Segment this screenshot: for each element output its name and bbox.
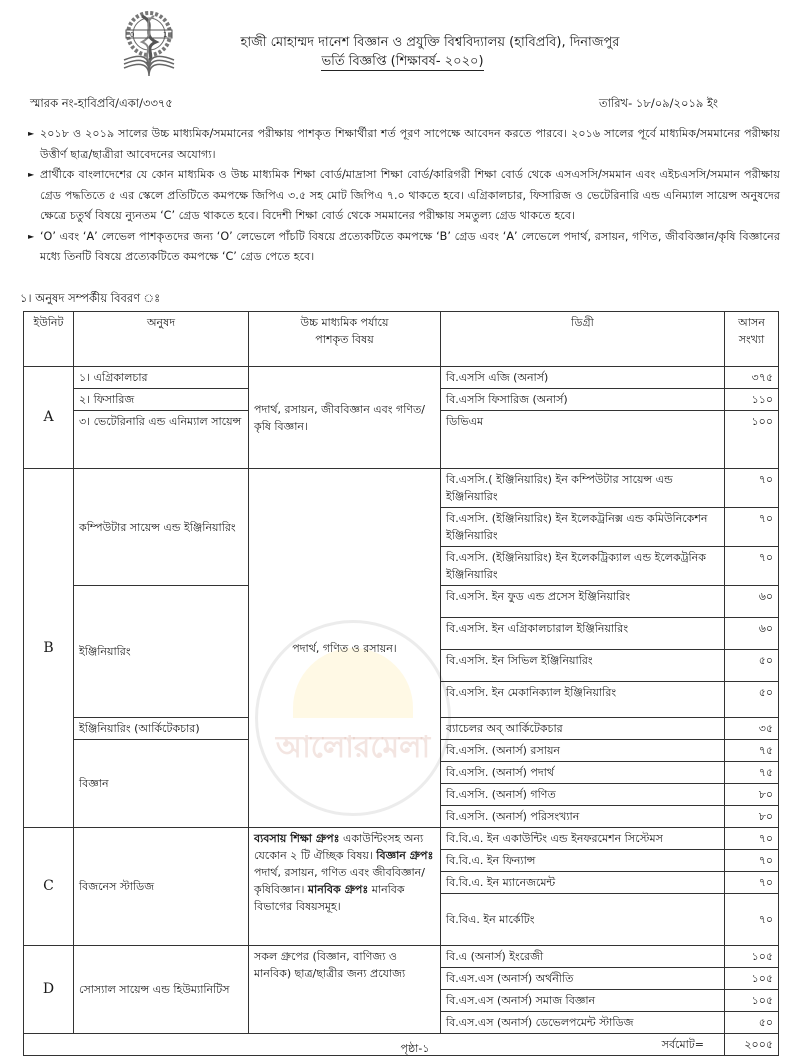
degree-cell: বি.এসসি ফিসারিজ (অনার্স)	[441, 389, 725, 411]
degree-cell: বি.এস.এস (অনার্স) ডেভেলপমেন্ট স্টাডিজ	[441, 1012, 725, 1034]
degree-cell: বি.এসসি. ইন এগ্রিকালচারাল ইঞ্জিনিয়ারিং	[441, 618, 725, 650]
watermark-text: আলোরমেলা	[275, 730, 431, 765]
eligibility-text: ‘O’ এবং ‘A’ লেভেল পাশকৃতদের জন্য ‘O’ লেভেলে পাঁচটি বিষয়ে প্রত্যেকটিতে কমপক্ষে ‘B’ গ্রেড এবং ‘A’ লেভেলে পদার্থ, রসায়ন, গণিত, জীববিজ্ঞান/কৃষি বিজ্ঞানের মধ্যে তিনটি বিষয়ে প্রত্যেকটিতে কমপক্ষে ‘C’ গ্রেড পেতে হবে।	[40, 229, 780, 263]
header-hsc-line2: পাশকৃত বিষয়	[315, 333, 374, 346]
table-row	[24, 469, 779, 508]
faculty-cell: কম্পিউটার সায়েন্স এন্ড ইঞ্জিনিয়ারিং	[74, 469, 249, 586]
faculty-cell: ৩। ভেটেরিনারি এন্ড এনিম্যাল সায়েন্স	[74, 411, 249, 469]
bullet-icon: ►	[28, 231, 35, 241]
degree-cell: বি.এসসি. (ইঞ্জিনিয়ারিং) ইন ইলেকট্রনিক্স এন্ড কমিউনিকেশন ইঞ্জিনিয়ারিং	[441, 508, 725, 547]
seats-cell: ৭০	[725, 469, 779, 508]
seats-cell: ১০৫	[725, 946, 779, 968]
unit-label: A	[24, 367, 74, 469]
degree-cell: বি.এসসি এজি (অনার্স)	[441, 367, 725, 389]
seats-cell: ৭০	[725, 894, 779, 946]
seats-cell: ৬০	[725, 618, 779, 650]
seats-cell: ৭০	[725, 828, 779, 850]
degree-cell: বি.এসসি. (অনার্স) পরিসংখ্যান	[441, 806, 725, 828]
header-seats-line1: আসন	[738, 316, 765, 329]
notice-title-text: ভর্তি বিজ্ঞপ্তি (শিক্ষাবর্ষ- ২০২০)	[321, 54, 484, 69]
table-row	[24, 828, 779, 850]
seats-cell: ৭০	[725, 508, 779, 547]
seats-cell: ৭০	[725, 872, 779, 894]
header-degree: ডিগ্রী	[441, 312, 725, 367]
seats-cell: ৮০	[725, 806, 779, 828]
seats-cell: ৩৫	[725, 718, 779, 740]
degree-cell: বি.এসসি. ইন মেকানিক্যাল ইঞ্জিনিয়ারিং	[441, 682, 725, 718]
eligibility-text: প্রার্থীকে বাংলাদেশের যে কোন মাধ্যমিক ও উচ্চ মাধ্যমিক শিক্ষা বোর্ড/মাদ্রাসা শিক্ষা বোর্ড/কারিগরী শিক্ষা বোর্ড থেকে এসএসসি/সমমান এবং এইচএসসি/সমমান পরীক্ষায় গ্রেড পদ্ধতিতে ৫ এর স্কেলে প্রতিটিতে কমপক্ষে জিপিএ ৩.৫ সহ মোট জিপিএ ৭.০ থাকতে হবে। এগ্রিকালচার, ফিসারিজ ও ভেটেরিনারি এন্ড এনিম্যাল সায়েন্স অনুষদের ক্ষেত্রে চতুর্থ বিষয়ে ন্যুনতম ‘C’ গ্রেড থাকতে হবে। বিদেশী শিক্ষা বোর্ড থেকে সমমানের পরীক্ষায় সমতুল্য গ্রেড থাকতে হবে।	[40, 168, 780, 222]
table-header-row	[24, 312, 779, 367]
header-seats-line2: সংখ্যা	[738, 333, 765, 346]
faculty-cell: ইঞ্জিনিয়ারিং	[74, 586, 249, 718]
unit-label: D	[24, 946, 74, 1034]
table-row	[24, 367, 779, 389]
eligibility-item	[28, 227, 780, 268]
seats-cell: ৭৫	[725, 740, 779, 762]
table-row	[24, 946, 779, 968]
degree-cell: বি.বি.এ. ইন একাউন্টিং এন্ড ইনফরমেশন সিস্টেমস	[441, 828, 725, 850]
svg-text:1: 1	[163, 31, 168, 39]
seats-cell: ১০৫	[725, 990, 779, 1012]
header-faculty: অনুষদ	[74, 312, 249, 367]
university-name: হাজী মোহাম্মদ দানেশ বিজ্ঞান ও প্রযুক্তি বিশ্ববিদ্যালয় (হাবিপ্রবি), দিনাজপুর	[240, 35, 620, 50]
unit-label: B	[24, 469, 74, 828]
seats-cell: ৫০	[725, 650, 779, 682]
unit-label: C	[24, 828, 74, 946]
faculty-cell: ১। এগ্রিকালচার	[74, 367, 249, 389]
header-hsc-subjects	[249, 312, 441, 367]
degree-cell: বি.এসসি. ইন সিভিল ইঞ্জিনিয়ারিং	[441, 650, 725, 682]
degree-cell: ডিভিএম	[441, 411, 725, 469]
faculty-cell: ২। ফিসারিজ	[74, 389, 249, 411]
degree-cell: বি.বিএ. ইন মার্কেটিং	[441, 894, 725, 946]
header-hsc-line1: উচ্চ মাধ্যমিক পর্যায়ে	[300, 316, 389, 329]
degree-cell: বি.এসসি. (অনার্স) রসায়ন	[441, 740, 725, 762]
faculty-cell: ইঞ্জিনিয়ারিং (আর্কিটেকচার)	[74, 718, 249, 740]
group-label: বিজ্ঞান গ্রুপঃ	[376, 849, 434, 862]
seats-cell: ৫০	[725, 1012, 779, 1034]
eligibility-text: ২০১৮ ও ২০১৯ সালের উচ্চ মাধ্যমিক/সমমানের পরীক্ষায় পাশকৃত শিক্ষার্থীরা শর্ত পূরণ সাপেক্ষে আবেদন করতে পারবে। ২০১৬ সালের পূর্বে মাধ্যমিক/সমমানের পরীক্ষায় উত্তীর্ণ ছাত্র/ছাত্রীরা আবেদনের অযোগ্য।	[40, 127, 780, 161]
eligibility-list	[28, 124, 780, 268]
seats-cell: ৭৫	[725, 762, 779, 784]
seats-cell: ৬০	[725, 586, 779, 618]
group-label: ব্যবসায় শিক্ষা গ্রুপঃ	[254, 832, 340, 845]
degree-cell: ব্যাচেলর অব্ আর্কিটেকচার	[441, 718, 725, 740]
group-label: মানবিক গ্রুপঃ	[307, 883, 369, 896]
group-text: একাউন্টিংসহ অন্য যেকোন ২ টি ঐচ্ছিক বিষয়।	[254, 832, 424, 862]
degree-cell: বি.বি.এ. ইন ম্যানেজমেন্ট	[441, 872, 725, 894]
seats-cell: ৭০	[725, 547, 779, 586]
degree-cell: বি.এসসি. (অনার্স) পদার্থ	[441, 762, 725, 784]
hsc-subjects-cell: সকল গ্রুপের (বিজ্ঞান, বাণিজ্য ও মানবিক) ছাত্র/ছাত্রীর জন্য প্রযোজ্য	[249, 946, 441, 1034]
degree-cell: বি.এসসি.( ইঞ্জিনিয়ারিং) ইন কম্পিউটার সায়েন্স এন্ড ইঞ্জিনিয়ারিং	[441, 469, 725, 508]
faculty-table	[23, 311, 779, 1056]
hsc-subjects-cell	[249, 828, 441, 946]
degree-cell: বি.এস.এস (অনার্স) অর্থনীতি	[441, 968, 725, 990]
header-seats	[725, 312, 779, 367]
degree-cell: বি.এসসি. (ইঞ্জিনিয়ারিং) ইন ইলেকট্রিক্যাল এন্ড ইলেকট্রনিক ইঞ্জিনিয়ারিং	[441, 547, 725, 586]
degree-cell: বি.এসসি. ইন ফুড এন্ড প্রসেস ইঞ্জিনিয়ারিং	[441, 586, 725, 618]
notice-title	[0, 52, 800, 73]
section-title: ১। অনুষদ সম্পর্কীয় বিবরণ ঃ	[20, 291, 161, 305]
faculty-cell: সোস্যাল সায়েন্স এন্ড হিউম্যানিটিস	[74, 946, 249, 1034]
header-unit: ইউনিট	[24, 312, 74, 367]
seats-cell: ১০০	[725, 411, 779, 469]
page-number: পৃষ্ঠা-১	[400, 1042, 430, 1055]
bullet-icon: ►	[28, 170, 35, 179]
seats-cell: ১০৫	[725, 968, 779, 990]
degree-cell: বি.এ (অনার্স) ইংরেজী	[441, 946, 725, 968]
seats-cell: ৭০	[725, 850, 779, 872]
seats-cell: ৮০	[725, 784, 779, 806]
group-text: পদার্থ, রসায়ন, গণিত এবং জীববিজ্ঞান/কৃষিবিজ্ঞান।	[254, 866, 425, 896]
faculty-cell: বিজনেস স্টাডিজ	[74, 828, 249, 946]
seats-cell: ৫০	[725, 682, 779, 718]
total-seats: ২০০৫	[725, 1034, 779, 1056]
total-label: সর্বমোট=	[24, 1034, 725, 1056]
svg-text:0: 0	[130, 31, 135, 39]
hsc-subjects-cell: পদার্থ, গণিত ও রসায়ন।	[249, 469, 441, 828]
degree-cell: বি.বি.এ. ইন ফিন্যান্স	[441, 850, 725, 872]
bullet-icon: ►	[28, 129, 35, 138]
eligibility-item	[28, 165, 780, 227]
memo-date: তারিখ- ১৮/০৯/২০১৯ ইং	[598, 96, 718, 110]
eligibility-item	[28, 124, 780, 165]
degree-cell: বি.এস.এস (অনার্স) সমাজ বিজ্ঞান	[441, 990, 725, 1012]
seats-cell: ১১০	[725, 389, 779, 411]
seats-cell: ৩৭৫	[725, 367, 779, 389]
faculty-cell: বিজ্ঞান	[74, 740, 249, 828]
group-text: মানবিক বিভাগের বিষয়সমূহ।	[254, 883, 405, 913]
memo-reference: স্মারক নং-হাবিপ্রবি/একা/৩৩৭৫	[30, 96, 173, 110]
hsc-subjects-cell: পদার্থ, রসায়ন, জীববিজ্ঞান এবং গণিত/কৃষি বিজ্ঞান।	[249, 367, 441, 469]
degree-cell: বি.এসসি. (অনার্স) গণিত	[441, 784, 725, 806]
